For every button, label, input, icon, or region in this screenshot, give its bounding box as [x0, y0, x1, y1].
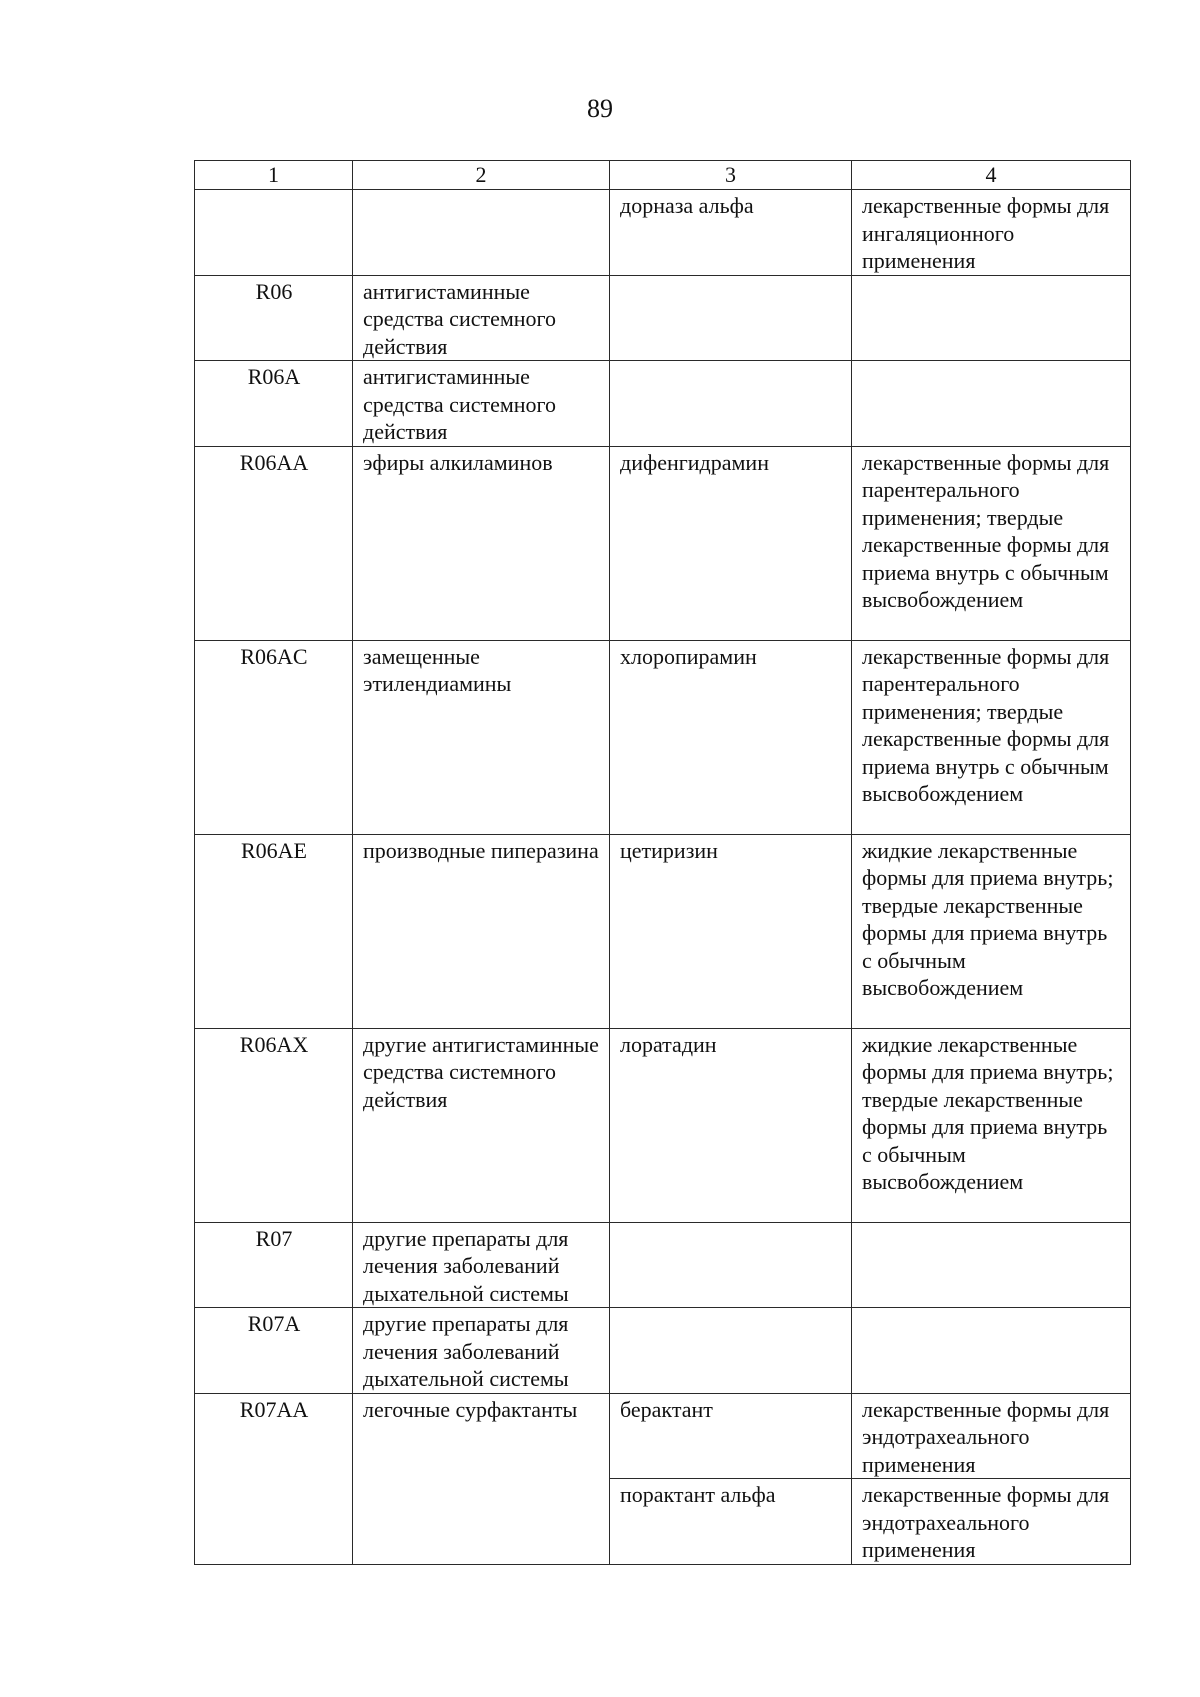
- dosage-form: [852, 1308, 1131, 1394]
- drug-table: [194, 160, 1131, 1565]
- atc-code: R06AE: [195, 834, 353, 1028]
- table-row: [195, 275, 1131, 361]
- atc-group: замещенные этилендиамины: [353, 640, 610, 834]
- dosage-form: [852, 275, 1131, 361]
- table-row: [195, 1308, 1131, 1394]
- page-number: 89: [587, 94, 613, 123]
- table-row: [195, 1028, 1131, 1222]
- atc-code: R06AA: [195, 446, 353, 640]
- drug-substance: порактант альфа: [610, 1479, 852, 1565]
- atc-code: R06AC: [195, 640, 353, 834]
- atc-code: R06: [195, 275, 353, 361]
- atc-group: другие препараты для лечения заболеваний дыхательной системы: [353, 1308, 610, 1394]
- dosage-form: лекарственные формы для эндотрахеального применения: [852, 1393, 1131, 1479]
- atc-code: R06A: [195, 361, 353, 447]
- atc-group: другие антигистаминные средства системного действия: [353, 1028, 610, 1222]
- column-number-3: 3: [610, 161, 852, 190]
- drug-substance: дифенгидрамин: [610, 446, 852, 640]
- atc-group: другие препараты для лечения заболеваний дыхательной системы: [353, 1222, 610, 1308]
- drug-substance: [610, 1308, 852, 1394]
- dosage-form: [852, 361, 1131, 447]
- drug-substance: цетиризин: [610, 834, 852, 1028]
- atc-group: эфиры алкиламинов: [353, 446, 610, 640]
- drug-substance: лоратадин: [610, 1028, 852, 1222]
- table-row: [195, 1393, 1131, 1479]
- column-number-4: 4: [852, 161, 1131, 190]
- dosage-form: лекарственные формы для эндотрахеального применения: [852, 1479, 1131, 1565]
- table-row: [195, 190, 1131, 276]
- drug-substance: берактант: [610, 1393, 852, 1479]
- table-row: [195, 640, 1131, 834]
- atc-group: легочные сурфактанты: [353, 1393, 610, 1564]
- dosage-form: жидкие лекарственные формы для приема внутрь; твердые лекарственные формы для приема внутрь с обычным высвобождением: [852, 834, 1131, 1028]
- drug-substance: [610, 1222, 852, 1308]
- atc-group: антигистаминные средства системного действия: [353, 361, 610, 447]
- table-row: [195, 361, 1131, 447]
- atc-group: производные пиперазина: [353, 834, 610, 1028]
- table-row: [195, 446, 1131, 640]
- table-row: [195, 1222, 1131, 1308]
- atc-group: [353, 190, 610, 276]
- dosage-form: жидкие лекарственные формы для приема внутрь; твердые лекарственные формы для приема внутрь с обычным высвобождением: [852, 1028, 1131, 1222]
- drug-substance: [610, 361, 852, 447]
- atc-code: R07A: [195, 1308, 353, 1394]
- column-number-2: 2: [353, 161, 610, 190]
- drug-substance: хлоропирамин: [610, 640, 852, 834]
- dosage-form: лекарственные формы для парентерального применения; твердые лекарственные формы для приема внутрь с обычным высвобождением: [852, 640, 1131, 834]
- column-number-1: 1: [195, 161, 353, 190]
- dosage-form: лекарственные формы для ингаляционного применения: [852, 190, 1131, 276]
- atc-code: R06AX: [195, 1028, 353, 1222]
- dosage-form: [852, 1222, 1131, 1308]
- table-row: [195, 834, 1131, 1028]
- atc-code: R07: [195, 1222, 353, 1308]
- dosage-form: лекарственные формы для парентерального применения; твердые лекарственные формы для приема внутрь с обычным высвобождением: [852, 446, 1131, 640]
- atc-code: R07AA: [195, 1393, 353, 1564]
- atc-code: [195, 190, 353, 276]
- drug-substance: [610, 275, 852, 361]
- drug-substance: дорназа альфа: [610, 190, 852, 276]
- atc-group: антигистаминные средства системного действия: [353, 275, 610, 361]
- table-header-row: [195, 161, 1131, 190]
